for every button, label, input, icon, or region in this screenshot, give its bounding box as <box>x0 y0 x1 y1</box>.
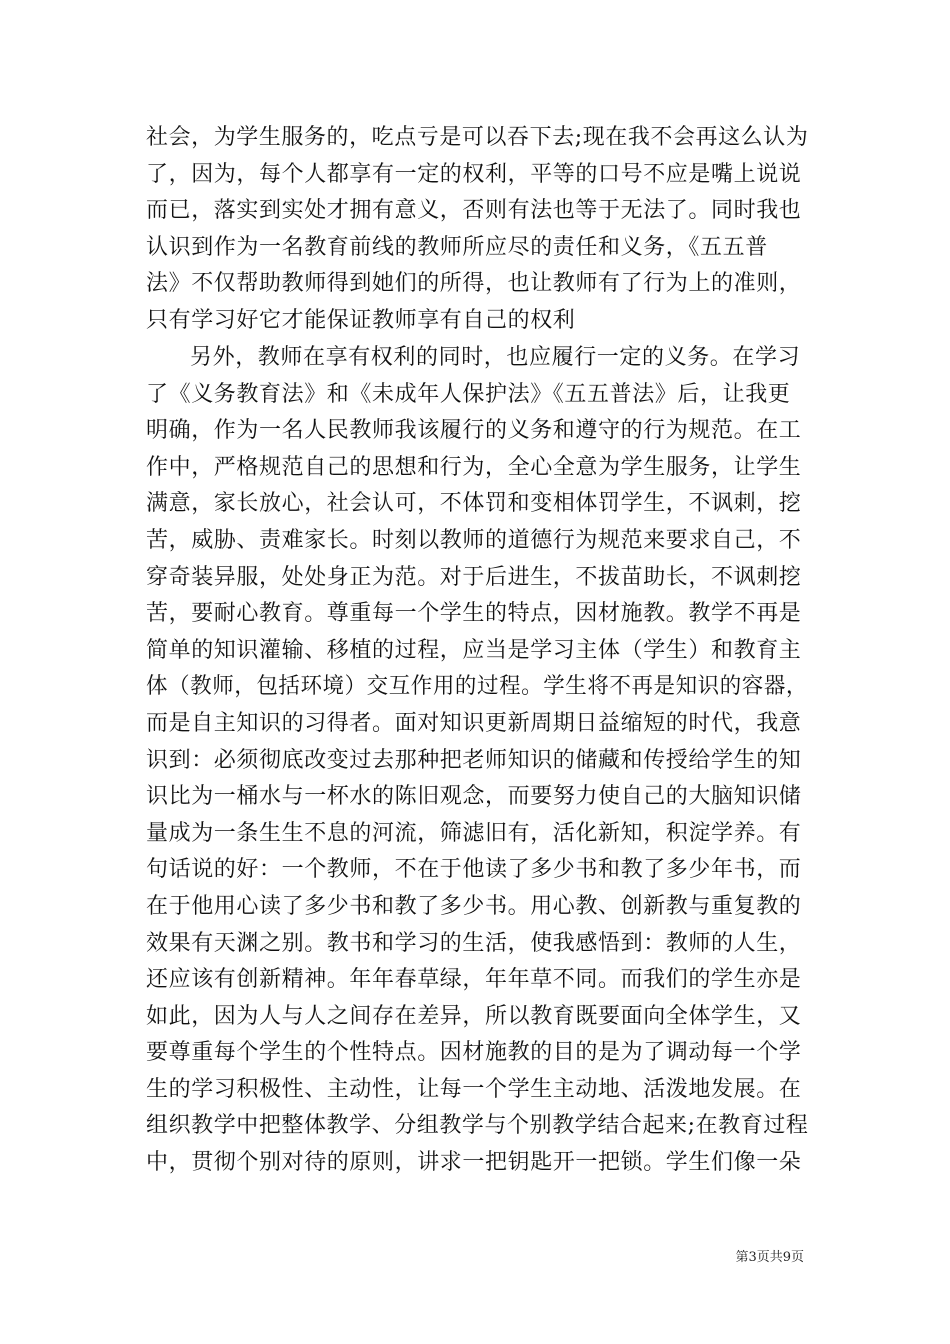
paragraph-line: 还应该有创新精神。年年春草绿，年年草不同。而我们的学生亦是 <box>146 967 802 993</box>
paragraph-line: 要尊重每个学生的个性特点。因材施教的目的是为了调动每一个学 <box>146 1040 802 1066</box>
paragraph-line: 了，因为，每个人都享有一定的权利，平等的口号不应是嘴上说说 <box>146 161 802 187</box>
paragraph-line-indented: 另外，教师在享有权利的同时，也应履行一定的义务。在学习 <box>190 345 801 370</box>
paragraph-line: 认识到作为一名教育前线的教师所应尽的责任和义务，《五五普 <box>146 234 768 260</box>
paragraph-line: 如此，因为人与人之间存在差异，所以教育既要面向全体学生，又 <box>146 1003 802 1029</box>
paragraph-line: 穿奇装异服，处处身正为范。对于后进生，不拔苗助长，不讽刺挖 <box>146 564 802 590</box>
paragraph-line: 明确，作为一名人民教师我该履行的义务和遵守的行为规范。在工 <box>146 418 802 444</box>
paragraph-line: 中，贯彻个别对待的原则，讲求一把钥匙开一把锁。学生们像一朵 <box>146 1150 802 1176</box>
paragraph-line: 苦，威胁、责难家长。时刻以教师的道德行为规范来要求自己，不 <box>146 527 802 553</box>
paragraph-line: 识到：必须彻底改变过去那种把老师知识的储藏和传授给学生的知 <box>146 747 802 773</box>
paragraph-line: 在于他用心读了多少书和教了多少书。用心教、创新教与重复教的 <box>146 893 802 919</box>
paragraph-line: 了《义务教育法》和《未成年人保护法》《五五普法》后，让我更 <box>146 381 791 407</box>
paragraph-line: 量成为一条生生不息的河流，筛滤旧有，活化新知，积淀学养。有 <box>146 820 802 846</box>
paragraph-line: 效果有天渊之别。教书和学习的生活，使我感悟到：教师的人生， <box>146 930 802 956</box>
paragraph-line: 而是自主知识的习得者。面对知识更新周期日益缩短的时代，我意 <box>146 710 802 736</box>
paragraph-line: 识比为一桶水与一杯水的陈旧观念，而要努力使自己的大脑知识储 <box>146 784 802 810</box>
paragraph-1 <box>146 120 808 340</box>
paragraph-line: 苦，要耐心教育。尊重每一个学生的特点，因材施教。教学不再是 <box>146 601 802 627</box>
paragraph-line: 体（教师，包括环境）交互作用的过程。学生将不再是知识的容器， <box>146 674 809 700</box>
paragraph-line: 作中，严格规范自己的思想和行为，全心全意为学生服务，让学生 <box>146 454 802 480</box>
paragraph-2 <box>146 340 808 1182</box>
paragraph-line: 生的学习积极性、主动性，让每一个学生主动地、活泼地发展。在 <box>146 1076 802 1102</box>
paragraph-line: 法》不仅帮助教师得到她们的所得，也让教师有了行为上的准则， <box>146 271 802 297</box>
paragraph-line: 简单的知识灌输、移植的过程，应当是学习主体（学生）和教育主 <box>146 637 802 663</box>
paragraph-line: 只有学习好它才能保证教师享有自己的权利 <box>146 307 576 333</box>
page-number-footer: 第3页共9页 <box>735 1250 804 1265</box>
paragraph-line: 而已，落实到实处才拥有意义，否则有法也等于无法了。同时我也 <box>146 198 802 224</box>
paragraph-line: 满意，家长放心，社会认可，不体罚和变相体罚学生，不讽刺，挖 <box>146 491 802 517</box>
paragraph-line: 句话说的好：一个教师，不在于他读了多少书和教了多少年书，而 <box>146 857 802 883</box>
paragraph-line: 组织教学中把整体教学、分组教学与个别教学结合起来;在教育过程 <box>146 1113 809 1139</box>
paragraph-line: 社会，为学生服务的，吃点亏是可以吞下去;现在我不会再这么认为 <box>146 125 809 150</box>
